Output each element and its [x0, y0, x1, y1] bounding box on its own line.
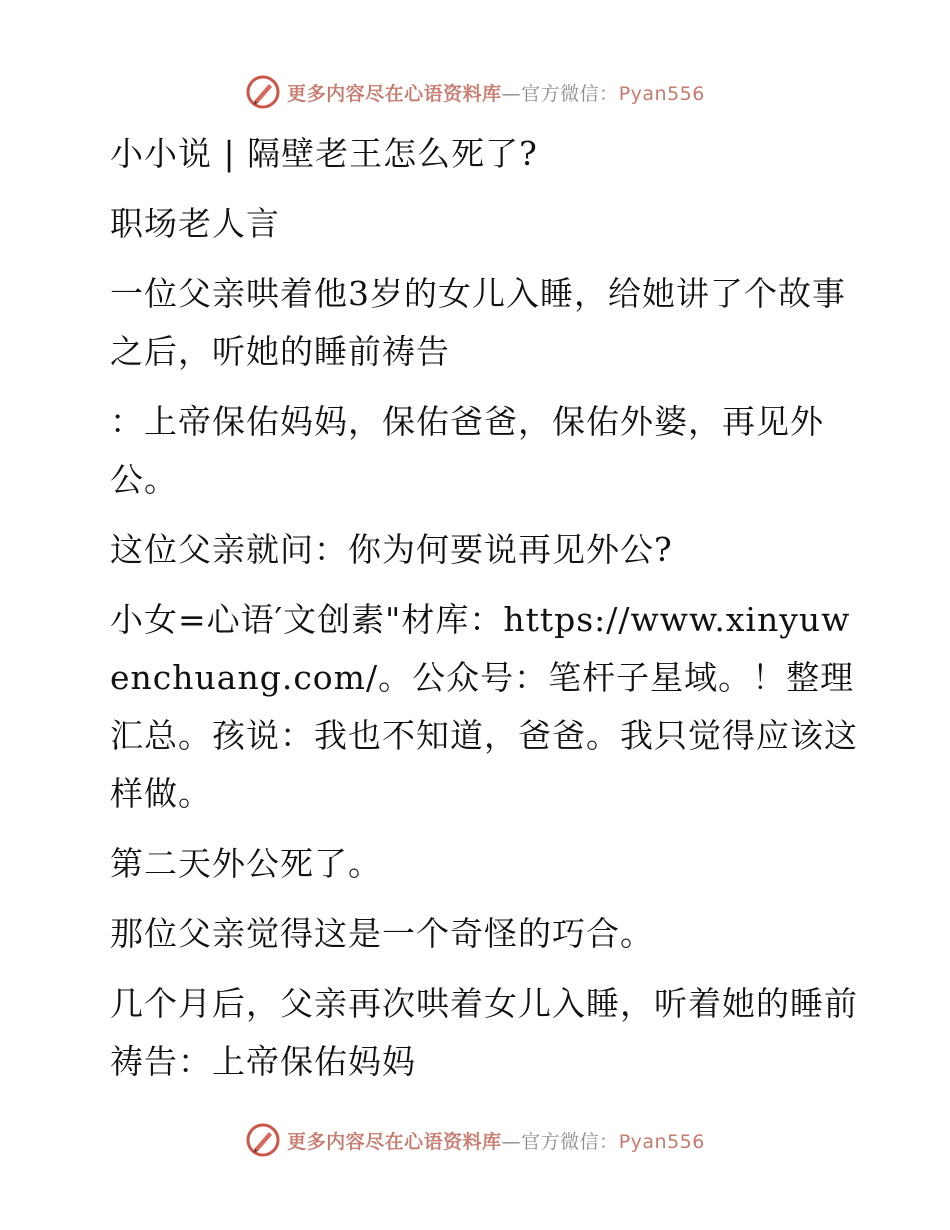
pen-logo-icon	[245, 74, 281, 110]
banner-wechat-label: 官方微信：	[521, 82, 619, 105]
banner-dash: —	[501, 1130, 522, 1153]
banner-dash: —	[501, 82, 522, 105]
banner-brand: 更多内容尽在心语资料库	[287, 1130, 502, 1153]
document-body	[98, 125, 858, 1091]
footer-banner	[0, 1120, 950, 1160]
paragraph-2: ：上帝保佑妈妈，保佑爸爸，保佑外婆，再见外公。	[110, 402, 824, 499]
paragraph-5: 第二天外公死了。	[110, 844, 382, 883]
paragraph-7: 几个月后，父亲再次哄着女儿入睡，听着她的睡前祷告：上帝保佑妈妈	[110, 984, 858, 1081]
banner-wechat-label: 官方微信：	[521, 1130, 619, 1153]
banner-brand: 更多内容尽在心语资料库	[287, 82, 502, 105]
footer-banner-text	[287, 1127, 705, 1154]
banner-wechat-id: Pyan556	[618, 1130, 705, 1153]
paragraph-6: 那位父亲觉得这是一个奇怪的巧合。	[110, 914, 654, 953]
paragraph-4: 小女=心语′文创素"材库：https://www.xinyuwenchuang.com/。公众号：笔杆子星域。！整理汇总。孩说：我也不知道，爸爸。我只觉得应该这样做。	[110, 600, 858, 813]
header-banner-text	[287, 79, 705, 106]
document-title: 小小说 | 隔壁老王怎么死了?	[110, 134, 538, 173]
paragraph-3: 这位父亲就问：你为何要说再见外公?	[110, 530, 673, 569]
document-source: 职场老人言	[110, 204, 280, 243]
banner-wechat-id: Pyan556	[618, 82, 705, 105]
pen-logo-icon	[245, 1122, 281, 1158]
header-banner	[0, 72, 950, 112]
paragraph-1: 一位父亲哄着他3岁的女儿入睡，给她讲了个故事之后，听她的睡前祷告	[110, 274, 846, 371]
